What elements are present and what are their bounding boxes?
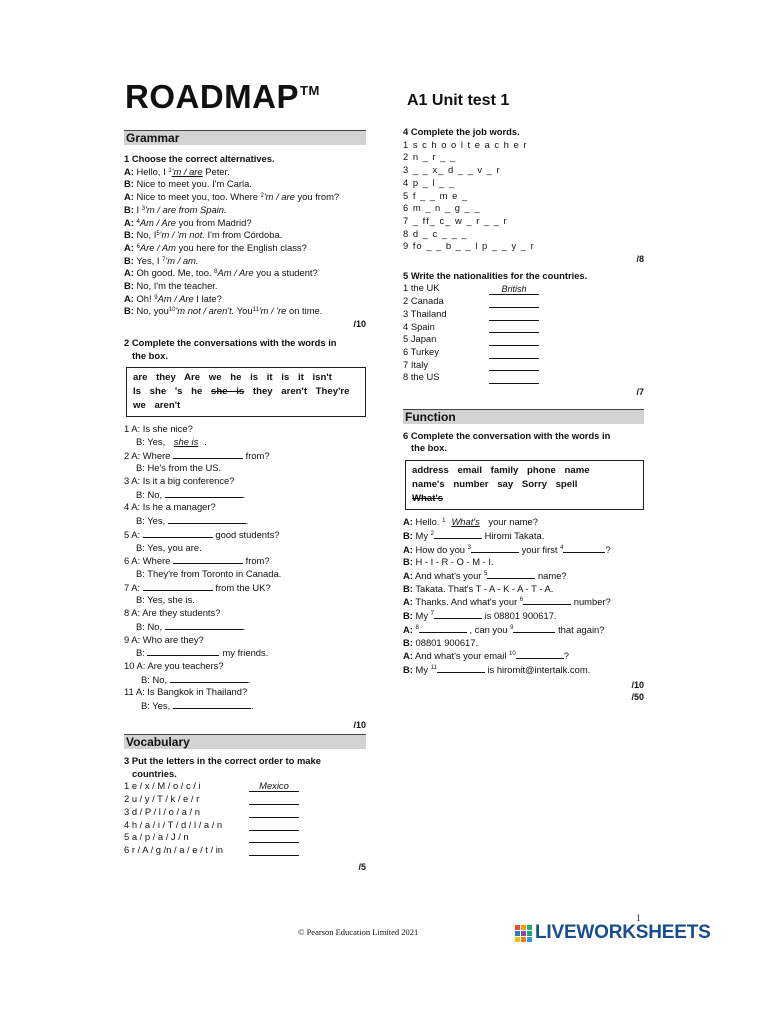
speaker-label: A: (403, 650, 413, 662)
answer-line (124, 594, 366, 607)
scrambled-letters: 3 d / P / l / o / a / n (124, 805, 200, 817)
question-text: from? (245, 555, 270, 567)
answer-blank[interactable] (434, 529, 482, 539)
speaker-label: B: (124, 229, 134, 241)
dialogue-line (403, 516, 644, 529)
scrambled-item (124, 819, 366, 832)
answer-field[interactable] (249, 831, 299, 843)
item-number: 2 (430, 530, 434, 537)
answer-blank[interactable] (471, 543, 519, 553)
right-column (403, 126, 644, 704)
scrambled-letters: 2 u / y / T / k / e / r (124, 793, 200, 805)
q6-dialogue (403, 516, 644, 676)
grammar-header: Grammar (124, 130, 366, 145)
line-text: No, you (136, 305, 169, 317)
speaker-label: B: (124, 254, 134, 266)
scrambled-item (124, 806, 366, 819)
dialogue-line (403, 543, 644, 557)
answer-text: . (250, 700, 254, 712)
answer-text: B: Yes, (136, 435, 168, 447)
speaker-label: A: (403, 623, 413, 635)
question-line (124, 660, 366, 673)
speaker-label: A: (124, 216, 134, 228)
question-text: 9 A: Who are they? (124, 633, 204, 645)
line-text: Oh! (136, 292, 155, 304)
nationality-item (403, 333, 644, 346)
dialogue-line (124, 191, 366, 204)
question-text: good students? (215, 528, 280, 540)
answer-field[interactable] (249, 819, 299, 831)
line-text: ? (563, 650, 569, 662)
line-text: Takata. That's T - A - K - A - T - A. (415, 582, 554, 594)
answer-text: . (242, 488, 246, 500)
answer-text: B: He's from the US. (136, 462, 222, 474)
nationality-field[interactable] (489, 360, 539, 371)
logo-square (515, 931, 520, 936)
alternatives-choice[interactable]: 'm not / aren't. (175, 305, 235, 317)
page-number: 1 (636, 913, 641, 923)
nationality-field[interactable] (489, 373, 539, 384)
dialogue-line (124, 204, 366, 217)
dialogue-line (124, 217, 366, 230)
question-text: from? (245, 449, 270, 461)
nationality-field[interactable] (489, 322, 539, 333)
item-number: 1 (168, 167, 172, 174)
line-text: Hello, I (136, 165, 169, 177)
nationality-item (403, 282, 644, 295)
answer-line (124, 646, 366, 660)
alternatives-choice[interactable]: 'm / 're (258, 305, 287, 317)
job-word-item: 5 f _ _ m e _ (403, 189, 469, 201)
answer-field[interactable] (249, 793, 299, 805)
item-number: 11 (430, 664, 437, 671)
scrambled-item (124, 793, 366, 806)
logo-square (527, 925, 532, 930)
alternatives-choice[interactable]: Am / Are (157, 292, 194, 304)
country-label: 3 Thailand (403, 307, 447, 319)
logo-square (521, 931, 526, 936)
q1-title: 1 Choose the correct alternatives. (124, 153, 275, 164)
question-text: 1 A: Is she nice? (124, 423, 193, 435)
speaker-label: B: (403, 636, 413, 648)
answer-text: B: Yes, you are. (136, 541, 202, 553)
item-number: 8 (415, 624, 419, 631)
item-number: 6 (136, 243, 140, 250)
answer-blank[interactable] (165, 488, 243, 498)
answer-text: . (242, 620, 246, 632)
answer-blank[interactable] (173, 699, 251, 709)
vocabulary-section (124, 734, 366, 873)
question-text: 10 A: Are you teachers? (124, 659, 224, 671)
question-line (124, 634, 366, 647)
line-text: Peter. (202, 165, 230, 177)
answer-blank[interactable] (563, 543, 605, 553)
nationality-field[interactable] (489, 297, 539, 308)
speaker-label: B: (403, 529, 413, 541)
item-number: 2 (260, 193, 264, 200)
answer-text: B: They're from Toronto in Canada. (136, 567, 282, 579)
question-text: from the UK? (215, 581, 271, 593)
question-text: 11 A: Is Bangkok in Thailand? (124, 686, 248, 698)
scrambled-item (124, 780, 366, 793)
dialogue-line (403, 649, 644, 663)
nationality-item (403, 321, 644, 334)
q2-word-box: are they Are we he is it is it isn't Is she 's he she is they aren't They're we aren't (126, 367, 366, 417)
answer-blank[interactable] (143, 581, 213, 591)
line-text: name? (535, 569, 567, 581)
item-number: 5 (484, 570, 488, 577)
answer-blank[interactable] (168, 514, 246, 524)
answer-blank[interactable] (165, 620, 243, 630)
q2-score: /10 (353, 719, 366, 730)
speaker-label: B: (124, 305, 134, 317)
item-number: 5 (156, 231, 160, 238)
answer-text: B: (136, 647, 145, 659)
scrambled-letters: 5 a / p / a / J / n (124, 831, 189, 843)
item-number: 3 (141, 205, 146, 212)
dialogue-line (124, 229, 366, 242)
line-text: Yes, I (136, 254, 163, 266)
answer-field[interactable] (249, 806, 299, 818)
q3-score: /5 (358, 861, 366, 872)
line-text: You (234, 305, 253, 317)
answer-line (124, 436, 366, 449)
dialogue-line (403, 569, 644, 583)
nationality-item (403, 346, 644, 359)
answer-field[interactable] (249, 844, 299, 856)
nationality-item (403, 371, 644, 384)
answer-blank[interactable] (170, 673, 248, 683)
line-text: ? (605, 543, 611, 555)
job-word-item: 1 s c h o o l t e a c h e r (403, 138, 528, 150)
answer-blank[interactable] (437, 663, 485, 673)
line-text: your name? (485, 516, 538, 528)
job-word-item: 2 n _ r _ _ (403, 151, 457, 163)
job-word-item: 6 m _ n _ g _ _ (403, 202, 481, 214)
speaker-label: B: (124, 178, 134, 190)
job-word-item: 7 _ ff_ c_ w _ r _ _ r (403, 214, 508, 226)
speaker-label: A: (403, 516, 413, 528)
nationality-field[interactable] (489, 348, 539, 359)
answer-text: . (204, 435, 207, 447)
dialogue-line (403, 663, 644, 677)
line-text: is hiromit@intertalk.com. (484, 663, 591, 675)
country-label: 2 Canada (403, 295, 444, 307)
answer-line (124, 488, 366, 502)
line-text: Nice to meet you, too. Where (136, 191, 261, 203)
scrambled-letters: 4 h / a / i / T / d / l / a / n (124, 818, 223, 830)
line-text: I (136, 203, 142, 215)
line-text: H - I - R - O - M - I. (415, 556, 494, 568)
alternatives-choice[interactable]: 'm / are (263, 191, 295, 203)
line-text: No, I'm the teacher. (136, 280, 218, 292)
line-text: number? (571, 596, 611, 608)
item-number: 7 (162, 256, 166, 263)
item-number: 10 (509, 651, 516, 658)
job-word-item: 3 _ _ x_ d _ _ v _ r (403, 164, 501, 176)
speaker-label: B: (124, 203, 134, 215)
function-header: Function (403, 409, 644, 424)
left-column (124, 130, 366, 731)
logo-square (527, 937, 532, 942)
dialogue-line (124, 255, 366, 268)
speaker-label: A: (124, 292, 134, 304)
dialogue-line (124, 293, 366, 306)
item-number: 4 (560, 544, 564, 551)
logo-square (527, 931, 532, 936)
line-text: that again? (555, 623, 605, 635)
alternatives-choice[interactable]: 'm / 'm not. (159, 229, 205, 241)
logo-square (521, 925, 526, 930)
item-number: 3 (467, 544, 471, 551)
answer-text: B: No, (136, 488, 163, 500)
unit-title: A1 Unit test 1 (407, 92, 510, 109)
dialogue-line (124, 305, 366, 318)
question-text: 3 A: Is it a big conference? (124, 475, 235, 487)
line-text: you here for the English class? (175, 241, 307, 253)
line-text: you from Madrid? (175, 216, 252, 228)
q2-items (124, 423, 366, 712)
job-word-item: 8 d _ c _ _ _ (403, 227, 468, 239)
answer-line (124, 462, 366, 475)
q6-word-box: address email family phone name name's number say Sorry spell What's (405, 460, 644, 510)
alternatives-choice[interactable]: Am / Are (139, 216, 176, 228)
q4-items (403, 139, 644, 253)
speaker-label: A: (403, 569, 413, 581)
nationality-field[interactable]: British (489, 284, 539, 295)
speaker-label: A: (124, 267, 134, 279)
job-word-item: 4 p _ l _ _ (403, 176, 456, 188)
q5-items (403, 282, 644, 384)
line-text: Hiromi Takata. (481, 529, 545, 541)
country-label: 6 Turkey (403, 345, 439, 357)
question-line (124, 554, 366, 568)
item-number: 11 (252, 307, 259, 314)
item-number: 1 (442, 518, 446, 525)
dialogue-line (403, 583, 644, 596)
scrambled-item (124, 844, 366, 857)
line-text: is 08801 900617. (481, 610, 557, 622)
answer-field[interactable]: Mexico (249, 780, 299, 792)
job-word-item: 9 fo _ _ b _ _ l p _ _ y _ r (403, 240, 535, 252)
alternatives-choice[interactable]: Are / Am (139, 241, 176, 253)
question-text: 8 A: Are they students? (124, 607, 221, 619)
answer-blank[interactable] (143, 528, 213, 538)
answer-blank[interactable] (523, 595, 571, 605)
logo-grid-icon (515, 925, 532, 942)
answer-blank[interactable] (487, 569, 535, 579)
answer-line (124, 514, 366, 528)
country-label: 1 the UK (403, 282, 440, 294)
answer-text: B: Yes, (136, 515, 166, 527)
item-number: 7 (430, 611, 434, 618)
question-text: 7 A: (124, 581, 141, 593)
copyright: © Pearson Education Limited 2021 (298, 927, 419, 937)
item-number: 8 (214, 269, 218, 276)
line-text: , can you (466, 623, 511, 635)
q5-score: /7 (636, 387, 644, 398)
answer-blank[interactable] (173, 554, 243, 564)
question-text: 2 A: Where (124, 449, 171, 461)
answer-blank[interactable] (516, 649, 564, 659)
line-text: you a student? (253, 267, 318, 279)
dialogue-line (403, 595, 644, 609)
q2-title: 2 Complete the conversations with the words in the box. (124, 336, 337, 361)
answer-line (124, 620, 366, 634)
answer-text: B: No, (136, 620, 163, 632)
answer-text: B: Yes, (141, 700, 171, 712)
question-line (124, 528, 366, 542)
logo-square (515, 937, 520, 942)
line-text: your first (518, 543, 561, 555)
answer-text: B: Yes, she is. (136, 594, 195, 606)
q3-title: 3 Put the letters in the correct order to make countries. (124, 755, 321, 779)
line-text: And what's your (415, 569, 485, 581)
nationality-item (403, 295, 644, 308)
speaker-label: B: (403, 663, 413, 675)
speaker-label: A: (124, 191, 134, 203)
speaker-label: A: (124, 165, 134, 177)
speaker-label: B: (124, 280, 134, 292)
line-text: 08801 900617. (415, 636, 479, 648)
q1-score: /10 (353, 319, 366, 330)
q1-dialogue (124, 166, 366, 318)
line-text: Thanks. And what's your (415, 596, 520, 608)
line-text: Hello. (415, 516, 443, 528)
question-line (124, 581, 366, 595)
answer-text: . (247, 673, 251, 685)
example-answer: she is (173, 435, 199, 447)
line-text: you from? (294, 191, 340, 203)
item-number: 9 (510, 624, 514, 631)
line-text: Oh good. Me, too. (136, 267, 215, 279)
total-score: /50 (631, 692, 644, 703)
logo-square (521, 937, 526, 942)
nationality-item (403, 359, 644, 372)
question-text: 4 A: Is he a manager? (124, 501, 216, 513)
country-label: 5 Japan (403, 333, 437, 345)
dialogue-line (124, 280, 366, 293)
dialogue-line (403, 637, 644, 650)
answer-text: my friends. (222, 647, 269, 659)
question-line (124, 501, 366, 514)
q4-title: 4 Complete the job words. (403, 126, 520, 137)
question-line (124, 449, 366, 463)
line-text: on time. (286, 305, 323, 317)
alternatives-choice[interactable]: 'm / are from Spain. (145, 203, 227, 215)
answer-blank[interactable] (147, 646, 219, 656)
speaker-label: A: (403, 596, 413, 608)
q5-title: 5 Write the nationalities for the countries. (403, 269, 588, 281)
logo-square (515, 925, 520, 930)
speaker-label: A: (124, 241, 134, 253)
line-text: I late? (193, 292, 222, 304)
alternatives-choice[interactable]: Am / Are (217, 267, 254, 279)
answer-line (124, 699, 366, 713)
scrambled-letters: 6 r / A / g /n / a / e / t / in (124, 843, 224, 855)
line-text: My (415, 610, 431, 622)
answer-line (124, 568, 366, 581)
dialogue-line (403, 609, 644, 623)
item-number: 4 (136, 218, 140, 225)
dialogue-line (403, 529, 644, 543)
speaker-label: A: (403, 543, 413, 555)
q4-score: /8 (636, 254, 644, 265)
speaker-label: B: (403, 582, 413, 594)
answer-line (124, 542, 366, 555)
nationality-field[interactable] (489, 335, 539, 346)
answer-text: . (245, 515, 249, 527)
question-line (124, 475, 366, 488)
speaker-label: B: (403, 556, 413, 568)
answer-blank[interactable] (419, 623, 467, 633)
example-answer: What's (451, 516, 480, 528)
dialogue-line (124, 178, 366, 191)
nationality-item (403, 308, 644, 321)
line-text: Nice to meet you. I'm Carla. (136, 178, 252, 190)
dialogue-line (403, 623, 644, 637)
answer-blank[interactable] (173, 449, 243, 459)
line-text: I'm from Córdoba. (204, 229, 283, 241)
q6-score: /10 (631, 679, 644, 690)
line-text: And what's your email (415, 650, 510, 662)
item-number: 6 (519, 597, 524, 604)
dialogue-line (124, 267, 366, 280)
item-number: 9 (154, 294, 158, 301)
speaker-label: B: (403, 610, 413, 622)
line-text: How do you (415, 543, 468, 555)
question-line (124, 607, 366, 620)
liveworksheets-logo: LIVEWORKSHEETS (515, 922, 711, 944)
q3-items (124, 780, 366, 856)
question-text: 6 A: Where (124, 555, 171, 567)
item-number: 10 (168, 307, 176, 314)
country-label: 4 Spain (403, 320, 435, 332)
answer-blank[interactable] (513, 623, 555, 633)
dialogue-line (124, 242, 366, 255)
dialogue-line (403, 556, 644, 569)
country-label: 7 Italy (403, 358, 429, 370)
alternatives-choice[interactable]: 'm / are (171, 165, 203, 177)
scrambled-item (124, 831, 366, 844)
question-text: 5 A: (124, 528, 141, 540)
brand-title: ROADMAP™ (125, 78, 320, 115)
country-label: 8 the US (403, 371, 440, 383)
dialogue-line (124, 166, 366, 179)
scrambled-letters: 1 e / x / M / o / c / i (124, 780, 201, 792)
answer-line (124, 673, 366, 687)
question-line (124, 423, 366, 436)
answer-blank[interactable] (434, 609, 482, 619)
alternatives-choice[interactable]: 'm / am. (165, 254, 199, 266)
nationality-field[interactable] (489, 310, 539, 321)
vocabulary-header: Vocabulary (124, 734, 366, 749)
question-line (124, 686, 366, 699)
line-text: My (415, 663, 431, 675)
line-text: No, I (136, 229, 157, 241)
line-text: My (415, 529, 431, 541)
answer-text: B: No, (141, 673, 168, 685)
q6-title: 6 Complete the conversation with the words in the box. (403, 429, 611, 454)
